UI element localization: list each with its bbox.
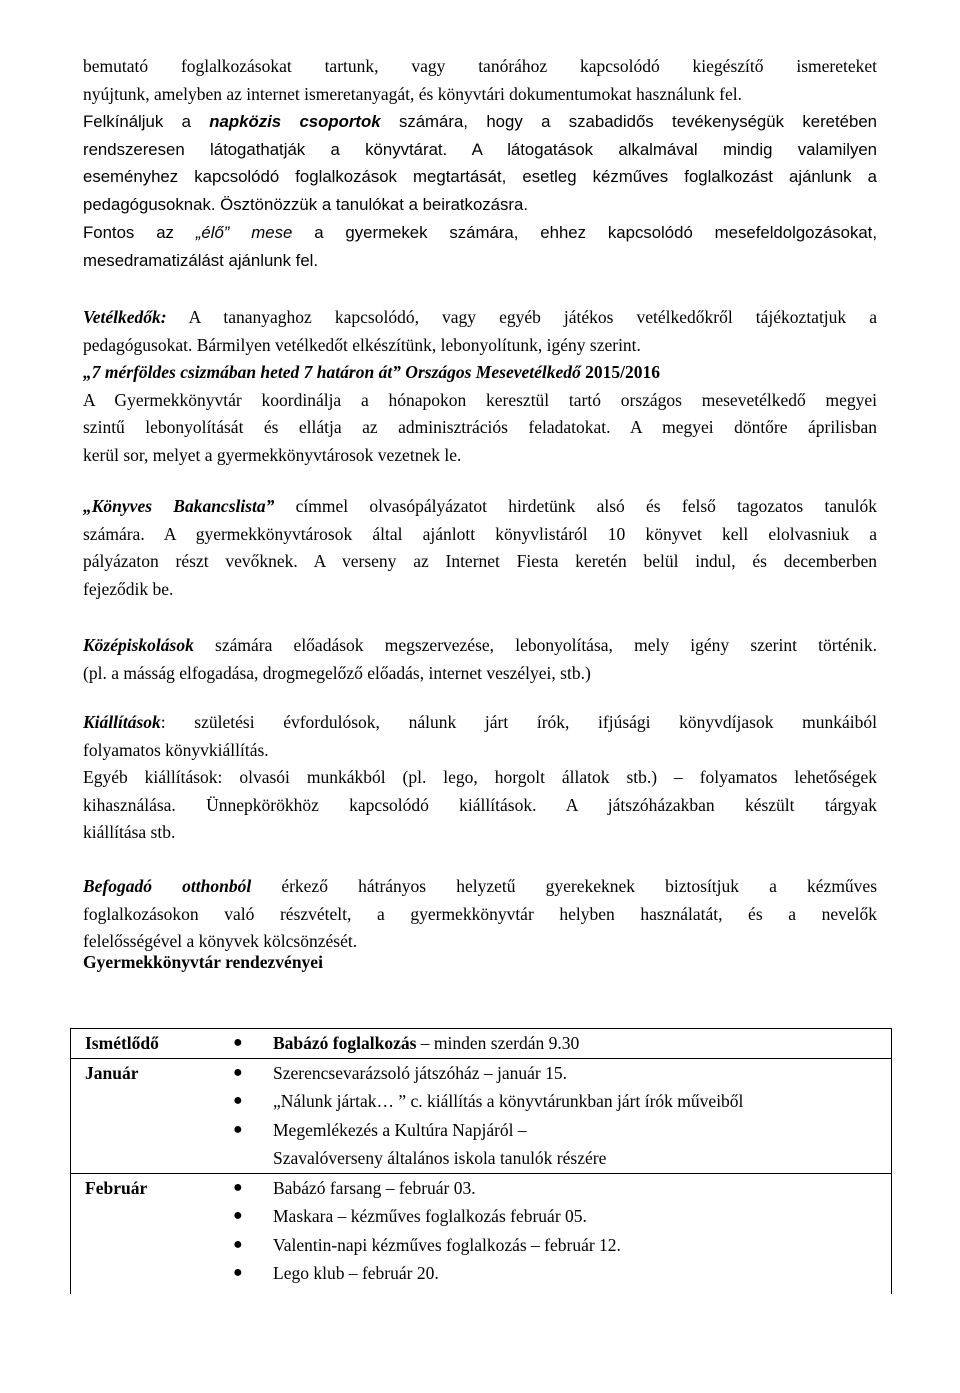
text-line: A Gyermekkönyvtár koordinálja a hónapokon keresztül tartó országos mesevetélkedő megyei	[83, 389, 877, 410]
event-detail: Babázó farsang – február 03.	[273, 1177, 476, 1198]
bullet-icon: ●	[233, 1092, 243, 1109]
text-line: pedagógusoknak. Ösztönözzük a tanulókat a beiratkozásra.	[83, 194, 528, 214]
event-detail: Szerencsevarázsoló játszóház – január 15.	[273, 1062, 567, 1083]
competition-title: „7 mérföldes csizmában heted 7 határon át” Országos Mesevetélkedő	[83, 362, 581, 382]
text-span: érkező hátrányos helyzetű gyerekeknek biztosítjuk a kézműves	[251, 876, 878, 896]
text-line: (pl. a másság elfogadása, drogmegelőző előadás, internet veszélyei, stb.)	[83, 662, 591, 683]
event-detail: Maskara – kézműves foglalkozás február 05.	[273, 1206, 587, 1226]
text-line: pedagógusokat. Bármilyen vetélkedőt elkészítünk, lebonyolítunk, igény szerint.	[83, 334, 641, 355]
paragraph-intro	[83, 53, 877, 108]
events-heading: Gyermekkönyvtár rendezvényei	[83, 952, 323, 972]
table-cell	[71, 1173, 892, 1294]
text-line: pályázaton részt vevőknek. A verseny az Internet Fiesta keretén belül indul, és decemberben	[83, 551, 877, 571]
events-table	[70, 1028, 892, 1294]
month-label: Ismétlődő	[85, 1033, 159, 1053]
text-line	[83, 359, 877, 387]
text-line: foglalkozásokon való részvételt, a gyermekkönyvtár helyben használatát, és a nevelők	[83, 903, 877, 924]
text-span: címmel olvasópályázatot hirdetünk alsó és felső tagozatos tanulók	[274, 496, 877, 516]
competition-year: 2015/2016	[580, 362, 661, 382]
emphasis-elo-mese: „élő” mese	[195, 223, 293, 242]
text-line: Egyéb kiállítások: olvasói munkákból (pl. lego, horgolt állatok stb.) – folyamatos lehetőségek	[83, 767, 877, 787]
event-detail: Megemlékezés a Kultúra Napjáról –	[273, 1119, 527, 1140]
emphasis-napkozis: napközis csoportok	[209, 112, 381, 131]
event-detail: Szavalóverseny általános iskola tanulók részére	[273, 1148, 607, 1168]
paragraph-befogado	[83, 873, 877, 956]
table-row	[71, 1173, 892, 1294]
emphasis-kiallitasok: Kiállítások	[83, 712, 161, 732]
event-detail: „Nálunk jártak… ” c. kiállítás a könyvtárunkban járt írók műveiből	[273, 1091, 744, 1111]
paragraph-napkozis	[83, 108, 877, 218]
text-span: Fontos az	[83, 223, 196, 242]
text-line: bemutató foglalkozásokat tartunk, vagy tanórához kapcsolódó kiegészítő ismereteket	[83, 56, 877, 76]
text-line: nyújtunk, amelyben az internet ismeretanyagát, és könyvtári dokumentumokat használunk fel.	[83, 83, 742, 104]
text-line: mesedramatizálást ajánlunk fel.	[83, 250, 319, 270]
table-row	[71, 1058, 892, 1173]
text-span: A tananyaghoz kapcsolódó, vagy egyéb játékos vetélkedőkről tájékoztatjuk a	[166, 307, 877, 327]
paragraph-bakancslista	[83, 493, 877, 603]
list-item	[71, 1116, 891, 1145]
list-item	[71, 1259, 891, 1288]
list-item	[71, 1087, 891, 1116]
month-label: Február	[85, 1177, 148, 1198]
table-cell	[71, 1029, 892, 1059]
bullet-icon: ●	[233, 1034, 243, 1051]
list-item	[71, 1029, 891, 1058]
text-line: folyamatos könyvkiállítás.	[83, 739, 269, 760]
text-line	[83, 493, 877, 521]
emphasis-bakancslista: „Könyves Bakancslista”	[83, 496, 275, 516]
list-item	[71, 1202, 891, 1231]
event-detail: Valentin-napi kézműves foglalkozás – február 12.	[273, 1234, 621, 1255]
text-span: számára, hogy a szabadidős tevékenységük keretében	[380, 112, 877, 131]
text-line	[83, 219, 877, 247]
event-detail: – minden szerdán 9.30	[416, 1033, 580, 1053]
list-item-continuation	[71, 1144, 891, 1173]
bullet-icon: ●	[233, 1235, 243, 1253]
text-line: kihasználása. Ünnepkörökhöz kapcsolódó kiállítások. A játszóházakban készült tárgyak	[83, 794, 877, 815]
text-line: felelősségével a könyvek kölcsönzését.	[83, 931, 358, 951]
bullet-icon: ●	[233, 1207, 243, 1224]
list-item	[71, 1174, 891, 1203]
table-row	[71, 1029, 892, 1059]
emphasis-befogado: Befogadó otthonból	[83, 876, 252, 896]
text-line	[83, 304, 877, 332]
paragraph-kiallitasok	[83, 709, 877, 847]
text-line: eseményhez kapcsolódó foglalkozások megtartását, esetleg kézműves foglalkozást ajánlunk a	[83, 167, 877, 186]
text-line: számára. A gyermekkönyvtárosok által ajánlott könyvlistáról 10 könyvet kell elolvasniuk a	[83, 523, 877, 544]
text-line: kiállítása stb.	[83, 822, 176, 842]
text-line	[83, 108, 877, 136]
paragraph-elo-mese	[83, 219, 877, 274]
text-line: kerül sor, melyet a gyermekkönyvtárosok vezetnek le.	[83, 444, 462, 465]
list-item	[71, 1059, 891, 1088]
text-line: fejeződik be.	[83, 578, 174, 599]
text-line: rendszeresen látogathatják a könyvtárat. A látogatások alkalmával mindig valamilyen	[83, 139, 877, 159]
month-label: Január	[85, 1062, 139, 1083]
bullet-icon: ●	[233, 1120, 243, 1138]
text-line	[83, 873, 877, 901]
bullet-icon: ●	[233, 1178, 243, 1196]
table-cell	[71, 1058, 892, 1173]
emphasis-vetelkedok: Vetélkedők:	[83, 307, 167, 327]
bullet-icon: ●	[233, 1264, 243, 1281]
paragraph-kozepiskolasok	[83, 632, 877, 687]
text-span: a gyermekek számára, ehhez kapcsolódó mesefeldolgozásokat,	[292, 223, 877, 242]
bullet-icon: ●	[233, 1063, 243, 1081]
text-span: számára előadások megszervezése, lebonyolítása, mely igény szerint történik.	[193, 635, 877, 655]
text-span: : születési évfordulósok, nálunk járt írók, ifjúsági könyvdíjasok munkáiból	[160, 712, 877, 732]
emphasis-kozepiskolasok: Középiskolások	[83, 635, 194, 655]
text-span: Felkínáljuk a	[83, 112, 210, 131]
event-title: Babázó foglalkozás	[273, 1033, 417, 1053]
list-item	[71, 1231, 891, 1260]
text-line	[83, 709, 877, 737]
paragraph-vetelkedok	[83, 304, 877, 469]
event-detail: Lego klub – február 20.	[273, 1263, 439, 1283]
text-line: szintű lebonyolítását és ellátja az adminisztrációs feladatokat. A megyei döntőre áprilisban	[83, 417, 877, 437]
text-line	[83, 632, 877, 660]
